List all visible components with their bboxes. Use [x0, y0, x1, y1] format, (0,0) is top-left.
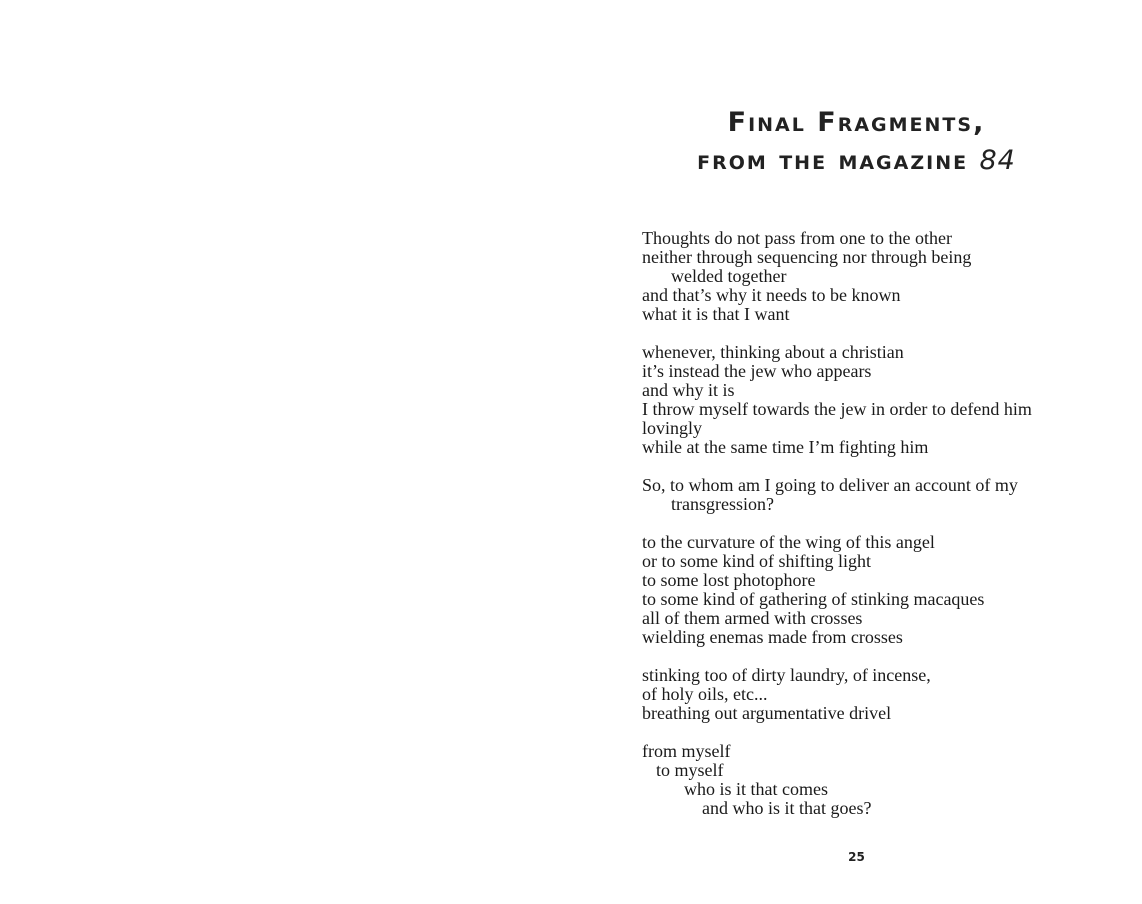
poem-line: or to some kind of shifting light — [642, 551, 871, 571]
poem-line: lovingly — [642, 418, 703, 438]
magazine-name: 84 — [979, 145, 1016, 176]
poem-line: to some kind of gathering of stinking macaques — [642, 589, 985, 609]
title-line-2-prefix: from the magazine — [697, 145, 969, 176]
poem-line: breathing out argumentative drivel — [642, 703, 892, 723]
poem-line: and who is it that goes? — [702, 798, 872, 818]
poem-line: stinking too of dirty laundry, of incense, — [642, 665, 931, 685]
poem-line: and that’s why it needs to be known — [642, 285, 901, 305]
poem-line: of holy oils, etc... — [642, 684, 768, 704]
stanza-break — [642, 723, 1122, 742]
poem-title — [571, 104, 1142, 180]
stanza-break — [642, 514, 1122, 533]
stanza-break — [642, 457, 1122, 476]
poem-line: I throw myself towards the jew in order to defend him — [642, 399, 1032, 419]
poem-line: to the curvature of the wing of this angel — [642, 532, 935, 552]
poem-line: So, to whom am I going to deliver an account of my — [642, 475, 1018, 495]
stanza-break — [642, 324, 1122, 343]
page-number — [571, 850, 1142, 864]
right-page — [571, 0, 1142, 904]
poem-line: to some lost photophore — [642, 570, 816, 590]
poem-line: transgression? — [671, 494, 774, 514]
poem-line: whenever, thinking about a christian — [642, 342, 904, 362]
poem-line: while at the same time I’m fighting him — [642, 437, 929, 457]
poem-line: Thoughts do not pass from one to the other — [642, 228, 952, 248]
title-line-2 — [571, 142, 1142, 180]
title-line-1: Final Fragments, — [727, 107, 986, 138]
poem-line: welded together — [671, 266, 787, 286]
poem-line: to myself — [656, 760, 724, 780]
poem-line: from myself — [642, 741, 731, 761]
page-number-value: 25 — [848, 850, 865, 864]
poem-line: and why it is — [642, 380, 735, 400]
poem-line: wielding enemas made from crosses — [642, 627, 903, 647]
poem-line: it’s instead the jew who appears — [642, 361, 872, 381]
poem-line: neither through sequencing nor through being — [642, 247, 972, 267]
stanza-break — [642, 647, 1122, 666]
poem-line: what it is that I want — [642, 304, 790, 324]
poem-body — [642, 229, 1122, 818]
poem-line: all of them armed with crosses — [642, 608, 863, 628]
poem-line: who is it that comes — [684, 779, 828, 799]
